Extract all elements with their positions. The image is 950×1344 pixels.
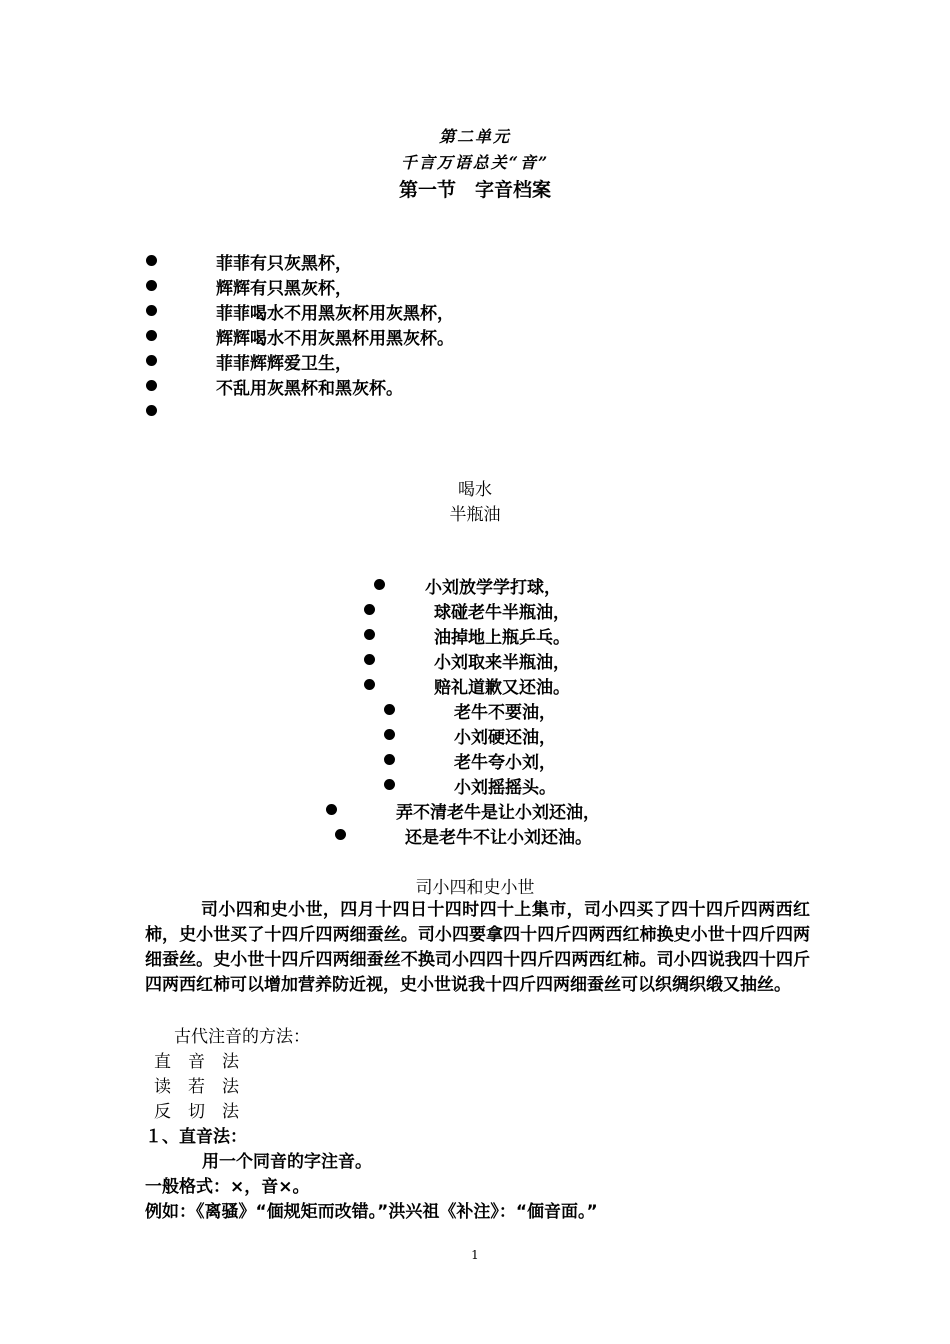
bullet-icon: [146, 305, 157, 316]
bullet-icon: [146, 405, 157, 416]
bullet-icon: [146, 330, 157, 341]
bullet-icon: [146, 255, 157, 266]
poem-2-line: 赔礼道歉又还油。: [434, 678, 570, 698]
bullet-icon: [364, 679, 375, 690]
caption-half-bottle-oil: 半瓶油: [449, 505, 501, 525]
bullet-icon: [384, 704, 395, 715]
poem-2-line: 老牛夸小刘，: [454, 753, 556, 773]
poem-1-line: 辉辉有只黑灰杯，: [216, 279, 352, 299]
section-1-format: 一般格式：×，音×。: [145, 1177, 310, 1197]
section-title: 第一节 字音档案: [398, 179, 551, 201]
bullet-icon: [364, 654, 375, 665]
method-item: 反 切 法: [154, 1102, 239, 1122]
section-1-title: １、直音法：: [145, 1127, 247, 1147]
bullet-icon: [364, 629, 375, 640]
poem-2-line: 老牛不要油，: [454, 703, 556, 723]
poem-2-line: 球碰老牛半瓶油，: [434, 603, 570, 623]
unit-subtitle: 千言万语总关“音”: [400, 153, 550, 172]
poem-2-line: 小刘放学学打球，: [425, 578, 561, 598]
section-1-example: 例如：《离骚》“偭规矩而改错。”洪兴祖《补注》：“偭音面。”: [145, 1202, 598, 1222]
bullet-icon: [326, 804, 337, 815]
bullet-icon: [146, 280, 157, 291]
tongue-twister-paragraph: 司小四和史小世，四月十四日十四时四十上集市，司小四买了四十四斤四两西红柿，史小世买了十四斤四两细蚕丝。司小四要拿四十四斤四两西红柿换史小世十四斤四两细蚕丝。史小世十四斤四两细蚕丝不换司小四四十四斤四两西红柿。司小四说我四十四斤四两西红柿可以增加营养防近视，史小世说我十四斤四两细蚕丝可以织绸织缎又抽丝。: [145, 900, 810, 995]
poem-1-line: 不乱用灰黑杯和黑灰杯。: [216, 379, 403, 399]
poem-2-line: 小刘摇摇头。: [454, 778, 556, 798]
bullet-icon: [146, 380, 157, 391]
poem-1-line: 菲菲有只灰黑杯，: [216, 254, 352, 274]
poem-1-line: 菲菲喝水不用黑灰杯用灰黑杯，: [216, 304, 454, 324]
method-item: 读 若 法: [154, 1077, 239, 1097]
caption-si-xiaosi: 司小四和史小世: [415, 878, 535, 898]
bullet-icon: [364, 604, 375, 615]
methods-title: 古代注音的方法：: [174, 1027, 310, 1047]
poem-2-line: 还是老牛不让小刘还油。: [405, 828, 592, 848]
poem-2-line: 小刘硬还油，: [454, 728, 556, 748]
bullet-icon: [374, 579, 385, 590]
poem-1-line: 菲菲辉辉爱卫生，: [216, 354, 352, 374]
poem-1-line: 辉辉喝水不用灰黑杯用黑灰杯。: [216, 329, 454, 349]
bullet-icon: [384, 754, 395, 765]
poem-2-line: 小刘取来半瓶油，: [434, 653, 570, 673]
page-number: 1: [471, 1248, 479, 1262]
bullet-icon: [384, 779, 395, 790]
section-1-desc: 用一个同音的字注音。: [202, 1152, 372, 1172]
bullet-icon: [146, 355, 157, 366]
poem-2-line: 弄不清老牛是让小刘还油，: [396, 803, 600, 823]
poem-2-line: 油掉地上瓶乒乓。: [434, 628, 570, 648]
bullet-icon: [335, 829, 346, 840]
bullet-icon: [384, 729, 395, 740]
caption-drink-water: 喝水: [458, 480, 492, 500]
method-item: 直 音 法: [154, 1052, 239, 1072]
unit-title: 第二单元: [438, 127, 511, 146]
